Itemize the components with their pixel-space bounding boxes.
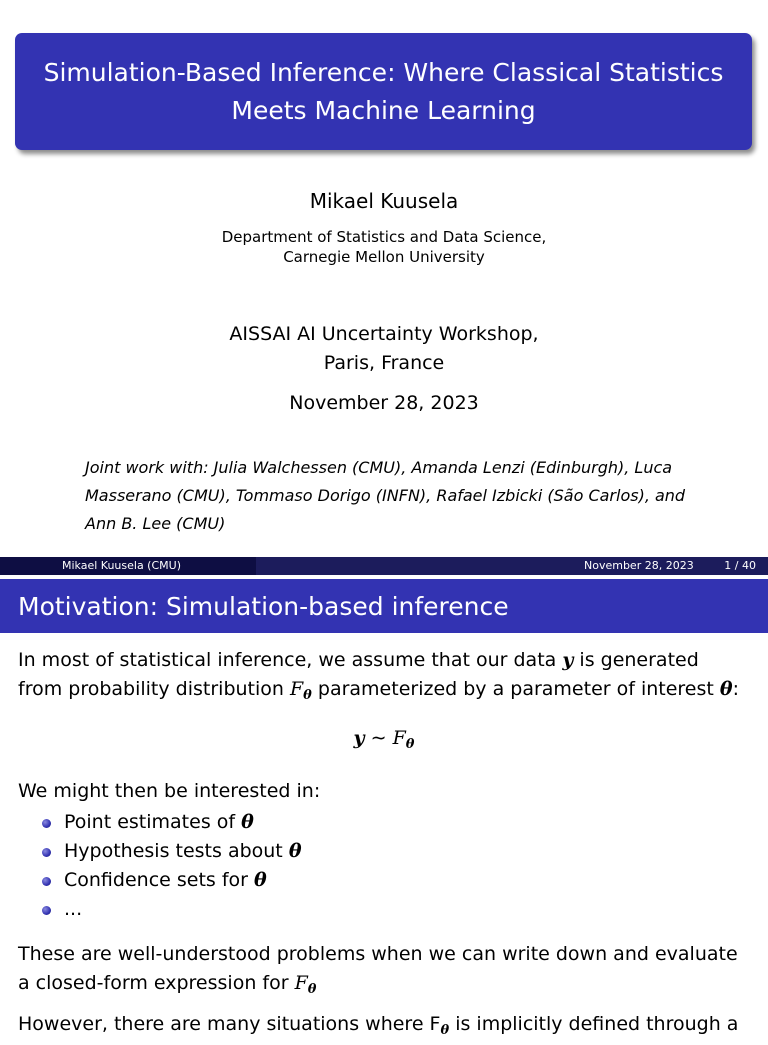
- slide-title-box: [15, 33, 752, 150]
- footer-author: Mikael Kuusela (CMU): [0, 557, 256, 575]
- slide-footer: [0, 557, 768, 575]
- bullet-list: [40, 808, 302, 924]
- bullet-icon: [42, 906, 51, 915]
- list-item: [40, 895, 302, 924]
- intro-colon: :: [732, 678, 739, 700]
- list-item: [40, 866, 302, 895]
- para4-text: However, there are many situations where F: [18, 1013, 441, 1035]
- intro-paragraph: [18, 646, 753, 710]
- para3-line2: a closed-form expression for: [18, 972, 295, 994]
- list-item: [40, 808, 302, 837]
- equation: [0, 727, 768, 752]
- footer-date: November 28, 2023: [584, 559, 694, 572]
- para3-line1: These are well-understood problems when we can write down and evaluate: [18, 943, 738, 965]
- joint-work-note: Joint work with: Julia Walchessen (CMU), Amanda Lenzi (Edinburgh), Luca Masserano (CMU), Tommaso Dorigo (INFN), Rafael Izbicki (São Carlos), and Ann B. Lee (CMU): [85, 458, 686, 533]
- slide-title-line1: Simulation-Based Inference: Where Classical Statistics: [43, 57, 724, 87]
- list-item: [40, 837, 302, 866]
- bullet-text: Hypothesis tests about: [64, 840, 289, 862]
- affiliation: [0, 227, 768, 267]
- theta-subscript: θ: [307, 982, 317, 997]
- footer-right: [512, 557, 768, 575]
- eq-F: F: [392, 727, 406, 749]
- wellunderstood-paragraph: [18, 940, 753, 1004]
- theta-symbol: θ: [241, 811, 254, 833]
- intro-text-2: is generated: [573, 649, 699, 671]
- workshop-line1: AISSAI AI Uncertainty Workshop,: [229, 323, 539, 345]
- para4-text-b: is implicitly defined through a: [449, 1013, 739, 1035]
- theta-symbol: θ: [288, 840, 302, 862]
- affiliation-line2: Carnegie Mellon University: [283, 248, 485, 266]
- data-symbol: y: [562, 649, 574, 671]
- theta-subscript: θ: [440, 1023, 450, 1038]
- bullet-text: Point estimates of: [64, 811, 242, 833]
- theta-symbol: θ: [254, 869, 267, 891]
- footer-page-number: 1 / 40: [724, 559, 756, 572]
- bullet-icon: [42, 819, 51, 828]
- bullet-icon: [42, 877, 51, 886]
- distribution-symbol: F: [289, 678, 304, 700]
- intro-text-1: In most of statistical inference, we assume that our data: [18, 649, 563, 671]
- affiliation-line1: Department of Statistics and Data Science,: [221, 228, 547, 246]
- eq-y: y: [353, 727, 365, 749]
- bullet-text: Confidence sets for: [64, 869, 255, 891]
- theta-symbol: θ: [719, 678, 733, 700]
- interested-text: We might then be interested in:: [18, 780, 321, 802]
- eq-theta: θ: [405, 737, 415, 752]
- frame-title: Motivation: Simulation-based inference: [0, 579, 768, 633]
- slide-title-line2: Meets Machine Learning: [231, 95, 536, 125]
- intro-text-4: parameterized by a parameter of interest: [311, 678, 720, 700]
- workshop: [0, 320, 768, 378]
- author-name: Mikael Kuusela: [309, 189, 459, 213]
- workshop-line2: Paris, France: [323, 352, 445, 374]
- however-paragraph: [18, 1010, 753, 1045]
- theta-subscript: θ: [303, 688, 312, 703]
- eq-sim: ∼: [364, 727, 393, 749]
- F-symbol: F: [294, 972, 308, 994]
- bullet-icon: [42, 848, 51, 857]
- presentation-date: November 28, 2023: [289, 392, 479, 414]
- intro-text-3: from probability distribution: [18, 678, 290, 700]
- footer-spacer: [256, 557, 512, 575]
- bullet-text: ...: [64, 898, 83, 920]
